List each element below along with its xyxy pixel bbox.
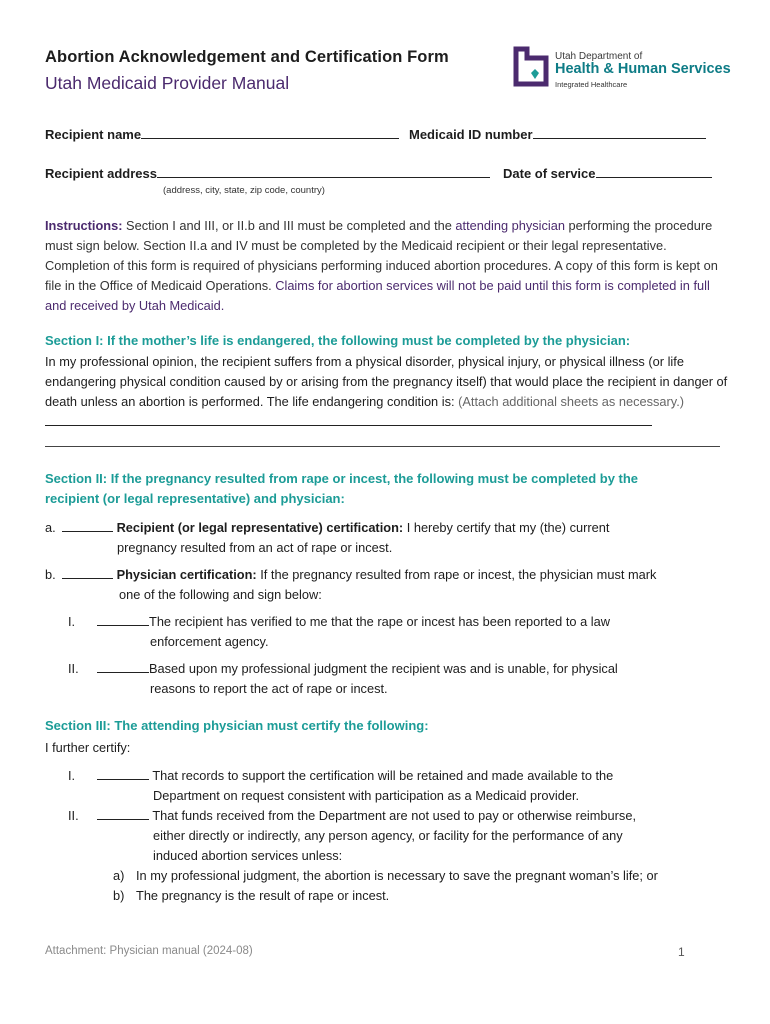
- section-2b-i-marker: I.: [68, 614, 76, 629]
- funds-not-used-blank[interactable]: [97, 807, 149, 820]
- section-2a-label: Recipient (or legal representative) certification:: [116, 520, 404, 535]
- section-2a-line: [62, 518, 609, 538]
- logo-main-text: Health & Human Services: [555, 61, 731, 77]
- section-2b-text: If the pregnancy resulted from rape or incest, the physician must mark: [256, 567, 657, 582]
- section-1-attach-note: (Attach additional sheets as necessary.): [458, 394, 685, 409]
- section-3-i-text: That records to support the certification will be retained and made available to the: [149, 768, 614, 783]
- section-2b-ii-text: Based upon my professional judgment the recipient was and is unable, for physical: [149, 661, 618, 676]
- life-endangering-condition-field[interactable]: [45, 413, 652, 426]
- section-2-heading-line1: Section II: If the pregnancy resulted from rape or incest, the following must be completed by the: [45, 471, 639, 486]
- medicaid-id-label: Medicaid ID number: [409, 127, 533, 142]
- section-2b-marker: b.: [45, 567, 56, 582]
- date-of-service-label: Date of service: [503, 166, 596, 181]
- section-3-i-line: [97, 766, 613, 786]
- section-2b-text2: one of the following and sign below:: [119, 587, 322, 602]
- recipient-name-label: Recipient name: [45, 127, 142, 142]
- section-1-body: In my professional opinion, the recipient suffers from a physical disorder, physical injury, or physical illness (or life endangering physical condition caused by or arising from the pregnancy itself) that would place the recipient in danger of death unless an abortion is performed. The life endangering condition is:: [45, 354, 728, 409]
- section-2b-ii-marker: II.: [68, 661, 79, 676]
- reported-to-law-enforcement-blank[interactable]: [97, 613, 149, 626]
- section-3-ii-text3: induced abortion services unless:: [153, 848, 343, 863]
- footer-attachment: Attachment: Physician manual (2024-08): [45, 945, 253, 957]
- section-3-ii-marker: II.: [68, 808, 79, 823]
- section-3-i-text2: Department on request consistent with participation as a Medicaid provider.: [153, 788, 580, 803]
- section-3-a-marker: a): [113, 868, 125, 883]
- section-2b-i-text2: enforcement agency.: [150, 634, 269, 649]
- instructions-part1: Section I and III, or II.b and III must be completed and the: [122, 218, 456, 233]
- section-1-heading: Section I: If the mother’s life is endangered, the following must be completed by the physician:: [45, 333, 631, 348]
- section-1-text: [45, 352, 730, 432]
- date-of-service-row: [503, 166, 712, 181]
- section-3-b-marker: b): [113, 888, 125, 903]
- physician-certification-blank[interactable]: [62, 566, 113, 579]
- instructions-part2: performing the procedure must sign below. Section II.a and IV must be completed by the Medicaid recipient or their legal representative. Completion of this form is required of physicians performing induced abortion procedures. A copy of this form is kept on file in the Office of Medicaid Operations.: [45, 218, 718, 293]
- section-3-heading: Section III: The attending physician must certify the following:: [45, 718, 429, 733]
- address-hint: (address, city, state, zip code, country): [163, 185, 325, 196]
- section-2a-marker: a.: [45, 520, 56, 535]
- section-2b-ii-text2: reasons to report the act of rape or incest.: [150, 681, 388, 696]
- condition-line-2[interactable]: [45, 446, 720, 447]
- section-3-ii-line: [97, 806, 636, 826]
- records-retained-blank[interactable]: [97, 767, 149, 780]
- instructions-claims: Claims for abortion services will not be paid until this form is completed in full and received by Utah Medicaid.: [45, 278, 710, 313]
- instructions-lead: Instructions:: [45, 218, 123, 233]
- section-2a-text: I hereby certify that my (the) current: [403, 520, 610, 535]
- form-title: Abortion Acknowledgement and Certification Form: [45, 48, 449, 66]
- dhhs-logo: [513, 44, 733, 90]
- section-3-i-marker: I.: [68, 768, 76, 783]
- recipient-address-row: [45, 166, 490, 181]
- section-3-intro: I further certify:: [45, 740, 131, 755]
- instructions-paragraph: [45, 216, 730, 316]
- recipient-name-field[interactable]: [141, 127, 399, 139]
- section-2b-line: [62, 565, 656, 585]
- recipient-address-label: Recipient address: [45, 166, 157, 181]
- section-2b-label: Physician certification:: [116, 567, 257, 582]
- recipient-certification-blank[interactable]: [62, 519, 113, 532]
- unable-to-report-blank[interactable]: [97, 660, 149, 673]
- section-3-ii-text2: either directly or indirectly, any person agency, or facility for the performance of any: [153, 828, 623, 843]
- instructions-attending: attending physician: [455, 218, 565, 233]
- section-2b-i-text: The recipient has verified to me that the rape or incest has been reported to a law: [149, 614, 610, 629]
- section-3-a-text: In my professional judgment, the abortion is necessary to save the pregnant woman’s life; or: [136, 868, 658, 883]
- date-of-service-field[interactable]: [596, 166, 712, 178]
- medicaid-id-row: [409, 127, 706, 142]
- section-2-heading-line2: recipient (or legal representative) and physician:: [45, 491, 345, 506]
- section-3-b-text: The pregnancy is the result of rape or incest.: [136, 888, 390, 903]
- logo-sub-text: Integrated Healthcare: [555, 80, 628, 89]
- page-number: 1: [678, 945, 685, 959]
- section-2a-text2: pregnancy resulted from an act of rape or incest.: [117, 540, 393, 555]
- logo-department-text: Utah Department of: [555, 51, 643, 62]
- recipient-address-field[interactable]: [157, 166, 490, 178]
- section-3-ii-text: That funds received from the Department are not used to pay or otherwise reimburse,: [149, 808, 637, 823]
- recipient-name-row: [45, 127, 399, 142]
- utah-state-icon: [513, 46, 549, 88]
- section-2b-i-line: [97, 612, 610, 632]
- medicaid-id-field[interactable]: [533, 127, 706, 139]
- form-subtitle: Utah Medicaid Provider Manual: [45, 73, 290, 93]
- section-2b-ii-line: [97, 659, 618, 679]
